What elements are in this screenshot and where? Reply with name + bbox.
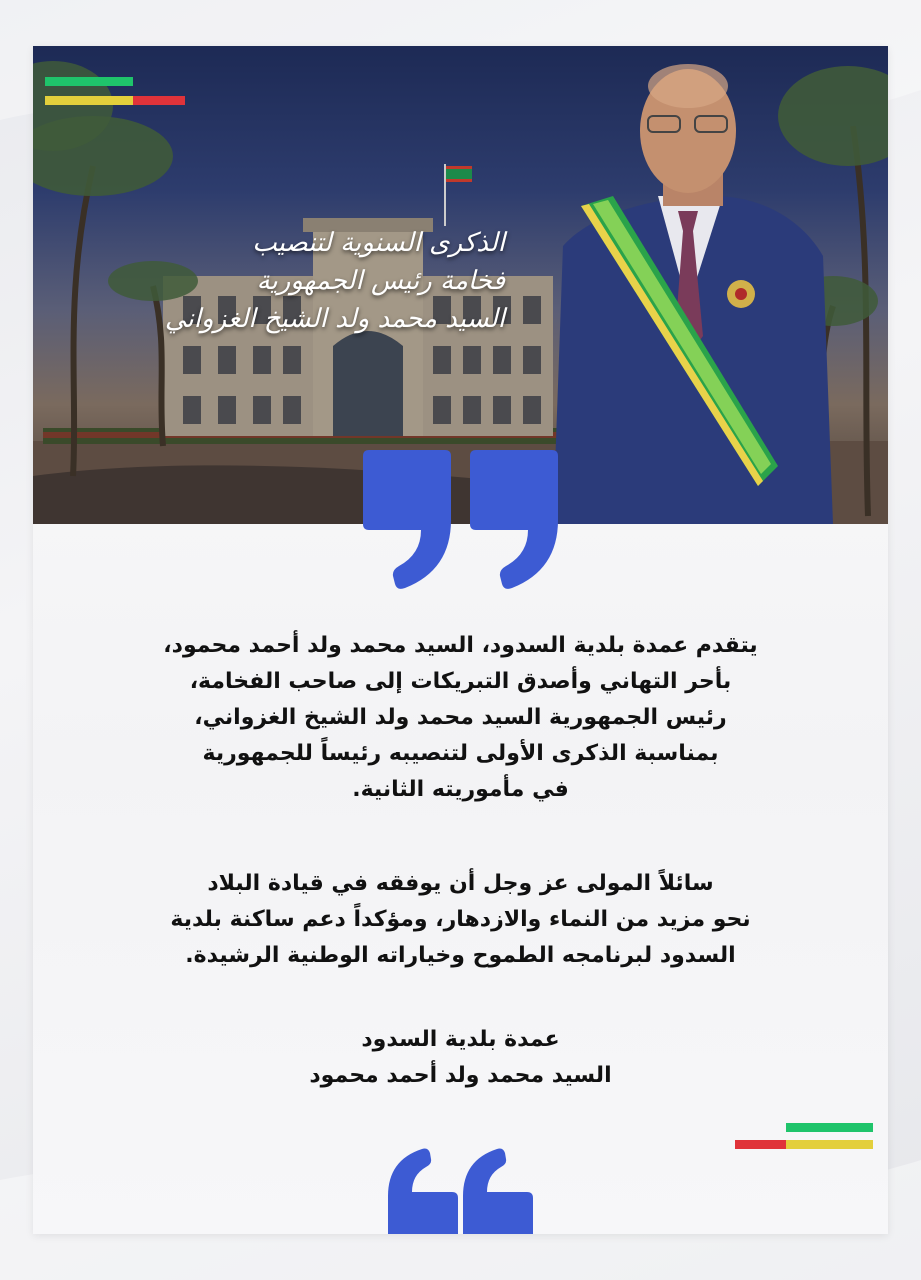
- headline-line-1: الذكرى السنوية لتنصيب: [252, 228, 505, 258]
- message-line: في مأموريته الثانية.: [352, 777, 569, 802]
- headline-line-2: فخامة رئيس الجمهورية: [256, 266, 505, 296]
- closing-quote-icon: [363, 450, 558, 590]
- message-paragraph-1: [73, 628, 848, 808]
- flag-stripe-green: [786, 1123, 873, 1132]
- message-line: بأحر التهاني وأصدق التبريكات إلى صاحب الفخامة،: [189, 669, 732, 694]
- flag-stripe-red: [133, 96, 185, 105]
- flag-stripe-red: [735, 1140, 786, 1149]
- flag-stripe-green: [45, 77, 133, 86]
- message-line: السدود لبرنامجه الطموح وخياراته الوطنية الرشيدة.: [185, 943, 736, 968]
- message-line: يتقدم عمدة بلدية السدود، السيد محمد ولد أحمد محمود،: [163, 633, 758, 658]
- opening-quote-icon: [388, 1148, 533, 1234]
- message-line: سائلاً المولى عز وجل أن يوفقه في قيادة البلاد: [207, 871, 714, 896]
- signature: [73, 1022, 848, 1094]
- signature-name: السيد محمد ولد أحمد محمود: [309, 1063, 612, 1088]
- flag-stripe-yellow: [786, 1140, 873, 1149]
- message-line: نحو مزيد من النماء والازدهار، ومؤكداً دعم ساكنة بلدية: [170, 907, 751, 932]
- message-paragraph-2: [73, 866, 848, 974]
- headline-line-3: السيد محمد ولد الشيخ الغزواني: [164, 304, 505, 334]
- flag-stripe-yellow: [45, 96, 133, 105]
- message-line: رئيس الجمهورية السيد محمد ولد الشيخ الغزواني،: [194, 705, 727, 730]
- message-line: بمناسبة الذكرى الأولى لتنصيبه رئيساً للجمهورية: [202, 741, 719, 766]
- headline: [45, 224, 505, 338]
- signature-title: عمدة بلدية السدود: [361, 1027, 560, 1052]
- greeting-card: [33, 46, 888, 1234]
